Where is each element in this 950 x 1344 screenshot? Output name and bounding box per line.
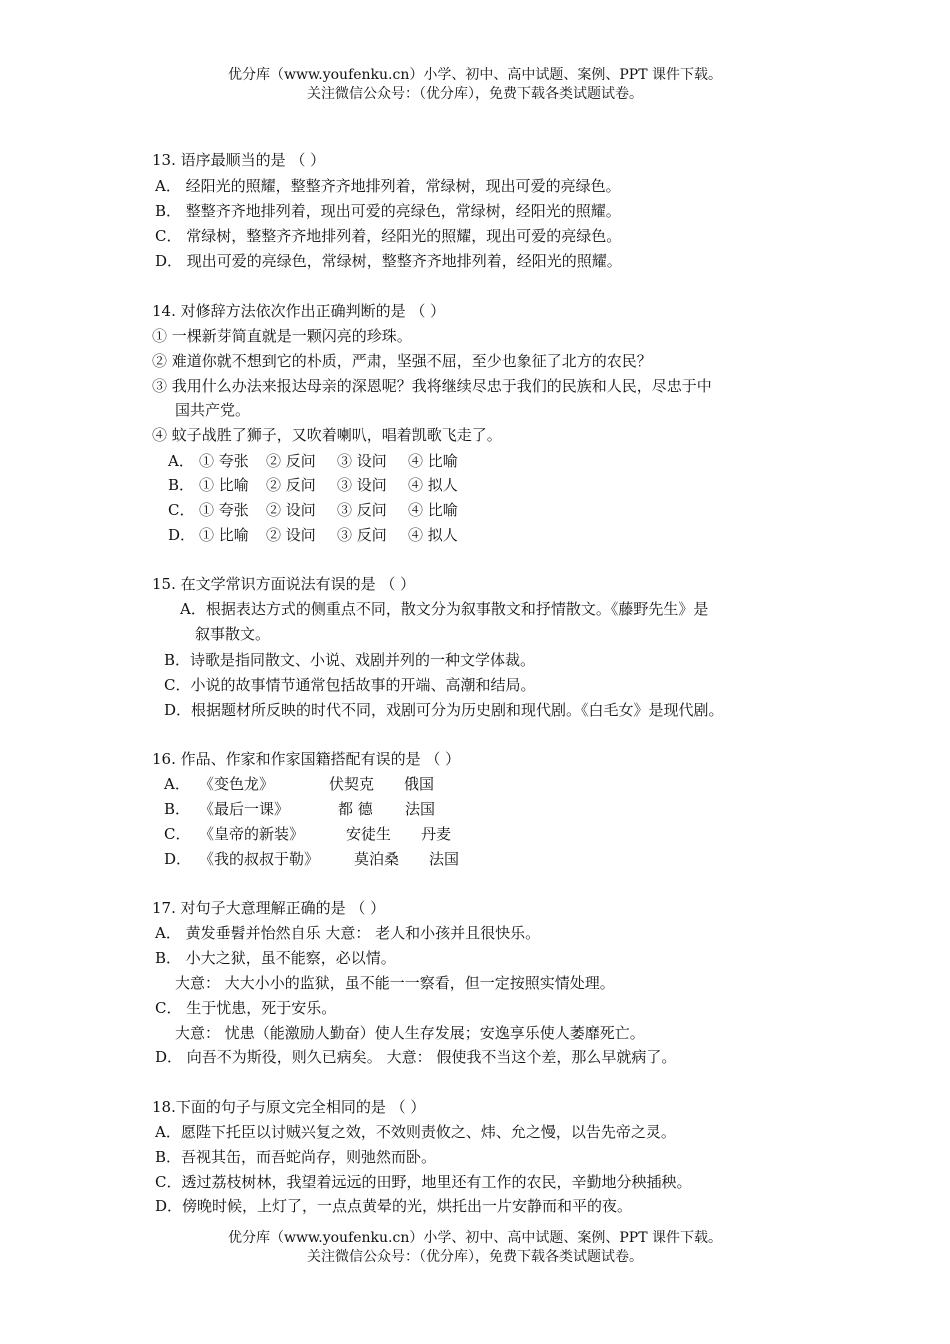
option-work: 《最后一课》 [199,800,290,818]
option-letter: A． [168,452,194,470]
option-letter: C． [168,501,195,519]
option-country: 法国 [429,850,460,868]
header-line-2: 关注微信公众号：（优分库），免费下载各类试题试卷。 [307,86,643,102]
q18-option-c: C．透过荔枝树林，我望着远远的田野，地里还有工作的农民，辛勤地分秧插秧。 [155,1173,692,1191]
q17-stem: 17. 对句子大意理解正确的是 （ ） [152,899,386,917]
option-letter: D． [168,526,196,544]
option-part: ③ 反问 [337,501,387,519]
option-part: ① 夸张 [199,501,249,519]
option-country: 丹麦 [421,825,452,843]
q18-stem: 18.下面的句子与原文完全相同的是 （ ） [152,1098,426,1116]
option-author: 都 德 [338,800,373,818]
option-author: 安徒生 [346,825,392,843]
q15-option-a: A．根据表达方式的侧重点不同，散文分为叙事散文和抒情散文。《藤野先生》是 [180,600,709,618]
q13-option-a: A． 经阳光的照耀，整整齐齐地排列着，常绿树，现出可爱的亮绿色。 [155,177,621,195]
q17-option-b: B． 小大之狱，虽不能察，必以情。 [155,949,396,967]
option-author: 莫泊桑 [354,850,400,868]
option-work: 《我的叔叔于勒》 [199,850,320,868]
q14-option-c [168,500,458,520]
q15-stem: 15. 在文学常识方面说法有误的是 （ ） [152,575,416,593]
q13-stem: 13. 语序最顺当的是 （ ） [152,151,326,169]
option-letter: C． [164,825,191,843]
page-header [0,66,950,104]
option-part: ③ 反问 [337,526,387,544]
footer-line-2: 关注微信公众号：（优分库），免费下载各类试题试卷。 [307,1249,643,1265]
option-part: ② 反问 [266,452,316,470]
option-author: 伏契克 [329,775,375,793]
option-country: 俄国 [404,775,435,793]
q14-option-d [168,525,458,545]
option-letter: B． [164,800,191,818]
option-part: ② 反问 [266,476,316,494]
q18-option-d: D．傍晚时候，上灯了，一点点黄晕的光，烘托出一片安静而和平的夜。 [155,1197,633,1215]
q15-option-d: D．根据题材所反映的时代不同，戏剧可分为历史剧和现代剧。《白毛女》是现代剧。 [164,701,724,719]
option-letter: A． [164,775,190,793]
header-line-1: 优分库（www.youfenku.cn）小学、初中、高中试题、案例、PPT 课件下载。 [227,67,722,83]
option-part: ④ 比喻 [408,501,458,519]
q14-item-3: ③ 我用什么办法来报达母亲的深恩呢？我将继续尽忠于我们的民族和人民，尽忠于中 [152,377,712,395]
q13-option-b: B． 整整齐齐地排列着，现出可爱的亮绿色，常绿树，经阳光的照耀。 [155,202,621,220]
q14-item-4: ④ 蚊子战胜了狮子，又吹着喇叭，唱着凯歌飞走了。 [152,426,502,444]
page-footer [0,1229,950,1267]
option-letter: D． [164,850,192,868]
q16-option-a [164,774,434,794]
q14-item-2: ② 难道你就不想到它的朴质，严肃，坚强不屈，至少也象征了北方的农民？ [152,352,652,370]
option-part: ② 设问 [266,526,316,544]
q16-stem: 16. 作品、作家和作家国籍搭配有误的是 （ ） [152,750,461,768]
q18-option-b: B．吾视其缶，而吾蛇尚存，则弛然而卧。 [155,1148,437,1166]
option-part: ① 比喻 [199,476,249,494]
q17-option-a: A． 黄发垂髫并怡然自乐 大意： 老人和小孩并且很快乐。 [155,924,541,942]
option-part: ④ 比喻 [408,452,458,470]
q14-item-3-cont: 国共产党。 [175,401,251,419]
option-part: ④ 拟人 [408,526,458,544]
option-part: ① 比喻 [199,526,249,544]
q14-stem: 14. 对修辞方法依次作出正确判断的是 （ ） [152,302,446,320]
option-country: 法国 [405,800,436,818]
q13-option-d: D． 现出可爱的亮绿色，常绿树，整整齐齐地排列着，经阳光的照耀。 [155,252,622,270]
q15-option-a-cont: 叙事散文。 [195,625,271,643]
option-part: ① 夸张 [199,452,249,470]
q17-option-c-meaning: 大意： 忧患（能激励人勤奋）使人生存发展；安逸享乐使人萎靡死亡。 [175,1024,645,1042]
q16-option-c [164,824,451,844]
option-part: ④ 拟人 [408,476,458,494]
footer-line-1: 优分库（www.youfenku.cn）小学、初中、高中试题、案例、PPT 课件下载。 [227,1230,722,1246]
option-part: ② 设问 [266,501,316,519]
q15-option-b: B．诗歌是指同散文、小说、戏剧并列的一种文学体裁。 [164,651,536,669]
option-work: 《变色龙》 [199,775,275,793]
option-part: ③ 设问 [337,452,387,470]
q18-option-a: A．愿陛下托臣以讨贼兴复之效，不效则责攸之、炜、允之慢，以告先帝之灵。 [155,1123,676,1141]
option-work: 《皇帝的新装》 [199,825,305,843]
q14-option-a [168,451,458,471]
q16-option-b [164,799,435,819]
q14-item-1: ① 一棵新芽简直就是一颗闪亮的珍珠。 [152,327,412,345]
q17-option-d: D． 向吾不为斯役，则久已病矣。 大意： 假使我不当这个差，那么早就病了。 [155,1048,677,1066]
q17-option-b-meaning: 大意： 大大小小的监狱，虽不能一一察看，但一定按照实情处理。 [175,974,615,992]
q13-option-c: C． 常绿树，整整齐齐地排列着，经阳光的照耀，现出可爱的亮绿色。 [155,227,622,245]
q17-option-c: C． 生于忧患，死于安乐。 [155,999,337,1017]
q14-option-b [168,475,458,495]
q16-option-d [164,849,459,869]
option-part: ③ 设问 [337,476,387,494]
q15-option-c: C．小说的故事情节通常包括故事的开端、高潮和结局。 [164,676,536,694]
option-letter: B． [168,476,195,494]
